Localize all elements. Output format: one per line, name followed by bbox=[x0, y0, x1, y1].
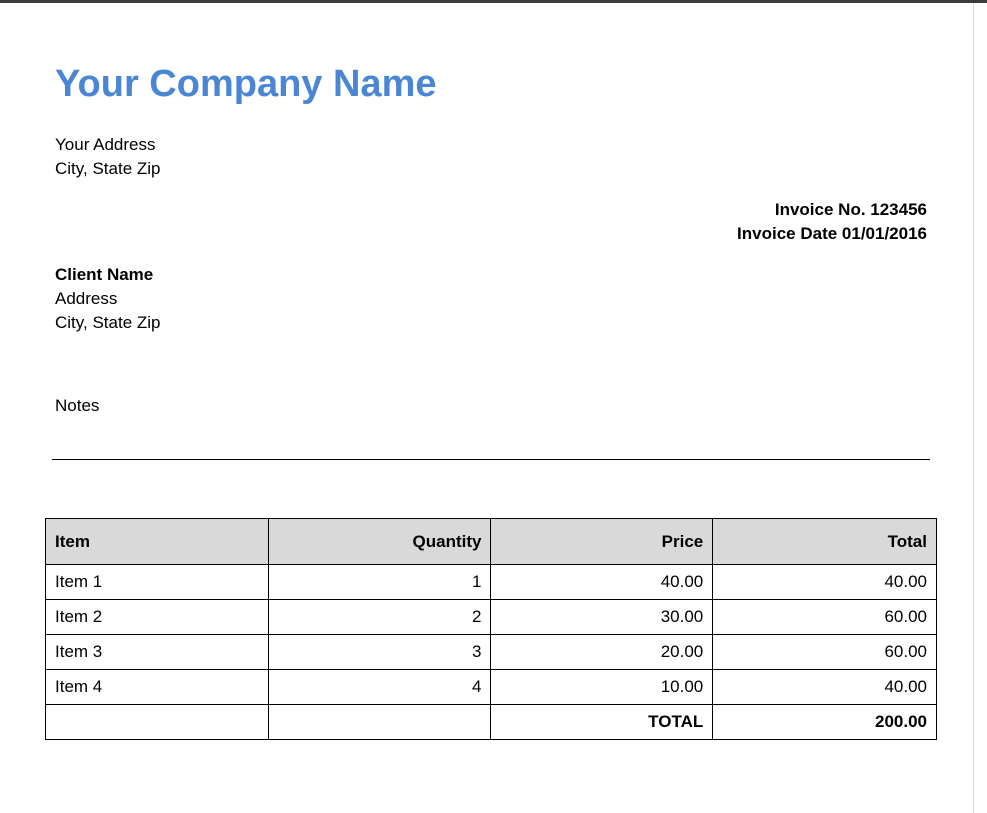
client-name: Client Name bbox=[55, 265, 154, 284]
page-right-edge bbox=[973, 3, 987, 813]
notes-divider bbox=[52, 459, 930, 460]
header-total: Total bbox=[713, 519, 937, 565]
cell-price: 40.00 bbox=[491, 565, 713, 600]
notes-label: Notes bbox=[55, 396, 100, 415]
cell-total: 40.00 bbox=[713, 670, 937, 705]
invoice-page bbox=[0, 3, 972, 813]
header-quantity: Quantity bbox=[268, 519, 491, 565]
company-address-line-1: Your Address bbox=[55, 135, 156, 154]
cell-total: 60.00 bbox=[713, 635, 937, 670]
cell-total: 40.00 bbox=[713, 565, 937, 600]
invoice-date: Invoice Date 01/01/2016 bbox=[737, 224, 927, 243]
cell-price: 20.00 bbox=[491, 635, 713, 670]
invoice-number: Invoice No. 123456 bbox=[774, 200, 927, 219]
cell-quantity: 1 bbox=[268, 565, 491, 600]
company-address-line-2: City, State Zip bbox=[55, 159, 161, 178]
table-row bbox=[46, 635, 937, 670]
invoice-meta bbox=[737, 198, 927, 246]
cell-item: Item 1 bbox=[46, 565, 269, 600]
client-address-line-2: City, State Zip bbox=[55, 313, 161, 332]
total-row bbox=[46, 705, 937, 740]
table-row bbox=[46, 600, 937, 635]
cell-quantity: 2 bbox=[268, 600, 491, 635]
cell-total: 60.00 bbox=[713, 600, 937, 635]
cell-price: 10.00 bbox=[491, 670, 713, 705]
header-price: Price bbox=[491, 519, 713, 565]
table-row bbox=[46, 565, 937, 600]
company-address bbox=[55, 133, 161, 181]
total-value: 200.00 bbox=[713, 705, 937, 740]
header-item: Item bbox=[46, 519, 269, 565]
cell-item: Item 3 bbox=[46, 635, 269, 670]
line-items-table bbox=[45, 518, 937, 740]
total-label: TOTAL bbox=[491, 705, 713, 740]
total-empty-cell bbox=[268, 705, 491, 740]
cell-quantity: 4 bbox=[268, 670, 491, 705]
total-empty-cell bbox=[46, 705, 269, 740]
table-header-row bbox=[46, 519, 937, 565]
client-block bbox=[55, 263, 161, 335]
company-name: Your Company Name bbox=[55, 63, 437, 105]
cell-item: Item 4 bbox=[46, 670, 269, 705]
cell-quantity: 3 bbox=[268, 635, 491, 670]
client-address-line-1: Address bbox=[55, 289, 118, 308]
table-row bbox=[46, 670, 937, 705]
cell-price: 30.00 bbox=[491, 600, 713, 635]
cell-item: Item 2 bbox=[46, 600, 269, 635]
